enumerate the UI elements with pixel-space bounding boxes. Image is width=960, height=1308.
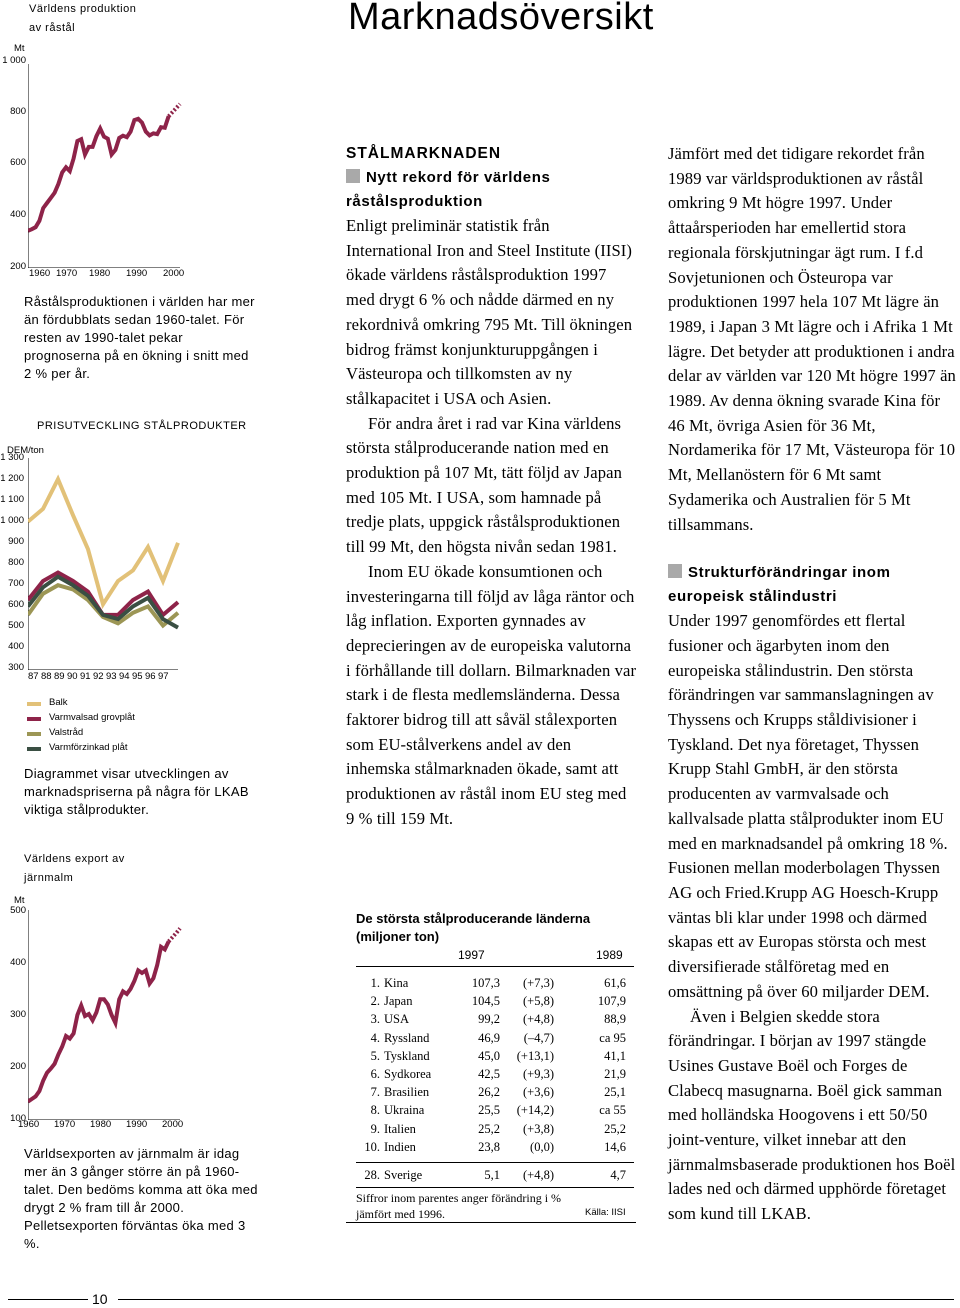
legend-label: Varmvalsad grovplåt [49,712,135,723]
cell-country: Indien [384,1139,416,1154]
legend-swatch-varmvalsad [27,717,41,721]
xtick: 96 [145,671,156,682]
cell-v1989: 4,7 [610,1168,626,1182]
xtick: 93 [106,671,117,682]
export-xaxis [18,1119,198,1133]
paragraph: För andra året i rad var Kina världens största stålproducerande nation med en produktion på 107 Mt, tätt följd av Japan med 105 Mt. I USA, som hamnade på tredje plats, uppgick råstålsproduktionen till 99 Mt, den högsta nivån sedan 1981. [346,413,623,557]
ytick: 200 [10,1061,26,1072]
cell-change: (+3,6) [523,1085,554,1100]
ytick: 400 [10,209,26,220]
xtick: 92 [93,671,104,682]
table-row [356,1103,646,1121]
cell-v1989: 14,6 [604,1139,626,1154]
cell-v1997: 26,2 [478,1085,500,1100]
cell-v1989: ca 55 [599,1103,626,1118]
prices-caption: Diagrammet visar utvecklingen av marknadspriserna på några för LKAB viktiga stålprodukter. [24,766,249,817]
xtick: 88 [41,671,52,682]
ytick: 800 [8,557,24,568]
export-title-line2: järnmalm [24,872,74,884]
table-col-1997: 1997 [458,948,485,962]
production-chart-title [29,0,136,38]
production-caption: Råstålsproduktionen i världen har mer än fördubblats sedan 1960-talet. För resten av 1990-talet pekar prognoserna på en ökning i snitt med 2 % per år. [24,294,255,381]
cell-change: (+14,2) [516,1103,554,1118]
ytick: 800 [10,106,26,117]
xtick: 2000 [163,268,185,279]
producers-table [346,900,636,1223]
series-line-prognos [169,928,180,941]
cell-country: Kina [384,976,409,990]
table-row [356,994,646,1012]
xtick: 89 [54,671,65,682]
table-row [356,1067,646,1085]
table-row [356,1031,646,1049]
cell-v1989: 25,2 [604,1121,626,1136]
table-row [356,1049,646,1067]
production-yaxis [0,50,30,280]
cell-v1989: 25,1 [604,1085,626,1100]
cell-v1989: 61,6 [604,976,626,990]
ytick: 500 [8,620,24,631]
table-extra [356,1168,636,1186]
paragraph: Enligt preliminär statistik från International Iron and Steel Institute (IISI) ökade världens råstålsproduktion 1997 med drygt 6 % och nådde därmed en ny rekordnivå omkring 795 Mt. Till ökningen bidrog främst konjunkturuppgången i Västeuropa och tillkomsten av ny stålkapacitet i USA och Asien. [346,216,633,408]
cell-rank: 10. [364,1139,380,1154]
cell-v1997: 5,1 [484,1168,500,1182]
cell-rank: 2. [370,994,380,1009]
section-title: STÅLMARKNADEN [346,145,502,162]
table-row [356,1012,646,1030]
cell-change: (+13,1) [516,1048,554,1063]
export-title-line1: Världens export av [24,853,125,865]
cell-change: (+4,8) [523,1012,554,1027]
paragraph: Under 1997 genomfördes ett flertal fusioner och ägarbyten inom den europeiska stålindustrin. Den största förändringen var sammanslagningen av Thyssens och Krupps ståldivisioner i Tyskland. Det nya företaget, Thyssen Krupp Stahl GmbH, är den största producenten av varmvalsade och kallvalsade platta stålprodukter inom EU med en marknadsandel på omkring 18 %. Fusionen mellan moderbolagen Thyssen AG och Fried.Krupp AG Hoesch-Krupp väntas bli klar under 1998 och därmed skapas ett av Europas största och mest diversifierade stålföretag med en omsättning på över 60 miljarder DEM. [668,611,948,1001]
xtick: 1990 [126,1119,148,1130]
table-row [356,1085,646,1103]
legend-label: Valstråd [49,727,84,738]
subhead-structure-text: Strukturförändringar inom europeisk stålindustri [668,564,891,606]
production-unit: Mt [14,43,25,54]
table-title: De största stålproducerande länderna (miljoner ton) [356,911,591,944]
ytick: 1 100 [0,494,24,505]
cell-country: Italien [384,1121,416,1136]
legend-swatch-balk [27,702,41,706]
series-line-råstålsproduktion [28,116,169,231]
subhead-record [346,166,638,214]
page-title: Marknadsöversikt [348,0,654,38]
xtick: 1980 [89,268,111,279]
xtick: 1960 [29,268,51,279]
table-body [356,976,636,1156]
series-line-export [28,942,169,1102]
legend-label: Balk [49,697,68,708]
cell-v1997: 25,5 [478,1103,500,1118]
cell-v1997: 107,3 [471,976,500,990]
xtick: 97 [158,671,169,682]
cell-change: (0,0) [530,1139,554,1154]
cell-rank: 5. [370,1048,380,1063]
cell-country: Tyskland [384,1048,430,1063]
series-line-prognos [169,104,180,116]
table-row [356,976,646,994]
cell-country: Sydkorea [384,1067,432,1081]
legend-swatch-varmforzinkad [27,747,41,751]
cell-rank: 3. [370,1012,380,1027]
table-footnote: Siffror inom parentes anger förändring i % jämfört med 1996. [356,1191,562,1221]
cell-v1997: 45,0 [478,1048,500,1063]
prices-yaxis [0,452,30,672]
cell-v1989: 88,9 [604,1012,626,1027]
production-xaxis [27,268,197,282]
ytick: 100 [10,1113,26,1124]
cell-v1997: 99,2 [478,1012,500,1027]
table-row [356,1140,646,1158]
xtick: 91 [80,671,91,682]
cell-change: (+9,3) [523,1067,554,1081]
cell-v1989: ca 95 [599,1030,626,1045]
cell-v1997: 42,5 [478,1067,500,1081]
table-rule [356,1187,634,1188]
xtick: 1990 [126,268,148,279]
bullet-square-icon [668,564,682,578]
table-col-1989: 1989 [596,948,623,962]
paragraph: Jämfört med det tidigare rekordet från 1989 var världsproduktionen av råstål omkring 9 Mt högre 1997. Under åttaårsperioden har emellertid stora regionala förskjutningar ägt rum. I f.d Sovjetunionen och Östeuropa var produktionen 1997 hela 107 Mt lägre än 1989, i Japan 3 Mt lägre och i Afrika 1 Mt lägre. Det betyder att produktionen i andra delar av världen var 120 Mt högre 1997 än 1989. Av denna ökning svarade Kina för 46 Mt, övriga Asien för 36 Mt, Nordamerika för 17 Mt, Västeuropa för 10 Mt, Mellanöstern för 6 Mt samt Sydamerika och Australien för 5 Mt tillsammans. [668,144,956,534]
prices-xaxis [28,671,188,685]
cell-change: (+4,8) [523,1168,554,1182]
bullet-square-icon [346,169,360,183]
table-source: Källa: IISI [585,1207,626,1218]
cell-rank: 4. [370,1030,380,1045]
ytick: 600 [8,599,24,610]
cell-rank: 9. [370,1121,380,1136]
table-row [356,1168,646,1186]
cell-country: Sverige [384,1168,423,1182]
xtick: 1960 [18,1119,40,1130]
export-chart-title [24,850,125,888]
cell-v1997: 104,5 [471,994,500,1009]
table-rule [356,1162,634,1163]
xtick: 95 [132,671,143,682]
cell-country: Ukraina [384,1103,425,1118]
cell-country: USA [384,1012,410,1027]
xtick: 90 [67,671,78,682]
subhead-structure [668,561,960,609]
cell-rank: 6. [370,1067,380,1081]
cell-rank: 28. [364,1168,380,1182]
cell-country: Brasilien [384,1085,430,1100]
ytick: 1 000 [0,515,24,526]
article-column-1 [346,142,638,832]
prices-legend [27,697,227,757]
ytick: 900 [8,536,24,547]
cell-rank: 8. [370,1103,380,1118]
ytick: 300 [8,662,24,673]
cell-change: (+3,8) [523,1121,554,1136]
ytick: 200 [10,261,26,272]
cell-v1989: 21,9 [604,1067,626,1081]
footer [0,1291,960,1308]
cell-country: Ryssland [384,1030,430,1045]
cell-change: (+5,8) [523,994,554,1009]
xtick: 1970 [54,1119,76,1130]
legend-swatch-valstrad [27,732,41,736]
production-title-line1: Världens produktion [29,3,137,15]
ytick: 1 300 [0,452,24,463]
cell-change: (+7,3) [523,976,554,990]
subhead-record-text: Nytt rekord för världens råstålsproduktion [346,169,551,210]
table-header-rule [356,966,634,967]
prices-chart-title: PRISUTVECKLING STÅLPRODUKTER [37,420,247,432]
ytick: 400 [10,957,26,968]
footer-rule [118,1299,954,1300]
prices-chart [28,458,180,670]
production-chart [28,60,188,268]
cell-rank: 1. [370,976,380,990]
export-chart [28,910,188,1120]
xtick: 1980 [90,1119,112,1130]
cell-v1989: 107,9 [597,994,626,1009]
ytick: 500 [10,905,26,916]
ytick: 1 000 [2,55,26,66]
cell-country: Japan [384,994,413,1009]
legend-label: Varmförzinkad plåt [49,742,128,753]
cell-v1989: 41,1 [604,1048,626,1063]
article-column-2 [668,142,960,1227]
table-row [356,1122,646,1140]
xtick: 87 [28,671,39,682]
export-caption: Världsexporten av järnmalm är idag mer än 3 gånger större än på 1960-talet. Den bedöms komma att öka med drygt 2 % fram till år 2000. Pelletsexporten förväntas öka med 3 %. [24,1146,258,1251]
prices-unit: DEM/ton [7,445,44,456]
ytick: 1 200 [0,473,24,484]
series-line-balk [28,479,178,604]
cell-v1997: 46,9 [478,1030,500,1045]
cell-v1997: 23,8 [478,1139,500,1154]
paragraph: Även i Belgien skedde stora förändringar. I början av 1997 stängde Usines Gustave Boël och Forges de Clabecq masugnarna. Boël gick samman med holländska Hoogovens i ett 50/50 joint-venture, vilket innebar att den järnmalmsbaserade produktionen hos Boël lades ned och därmed upphörde företaget som kund till LKAB. [668,1006,956,1224]
cell-v1997: 25,2 [478,1121,500,1136]
paragraph: Inom EU ökade konsumtionen och investeringarna till följd av låga räntor och låg inflation. Exporten gynnades av deprecieringen av de europeiska valutorna i förhållande till dollarn. Bilmarknaden var stark i de flesta medlemsländerna. Dessa faktorer bidrog till att såväl stålexporten som EU-stålverkens andel av den inhemska stålmarknaden ökade, samt att produktionen av råstål inom EU steg med 9 % till 159 Mt. [346,561,637,828]
xtick: 1970 [56,268,78,279]
ytick: 600 [10,157,26,168]
ytick: 400 [8,641,24,652]
export-unit: Mt [14,895,25,906]
page-number: 10 [92,1291,108,1307]
ytick: 700 [8,578,24,589]
footer-rule [8,1299,88,1300]
export-yaxis [0,905,30,1135]
cell-rank: 7. [370,1085,380,1100]
cell-change: (–4,7) [523,1030,554,1045]
xtick: 94 [119,671,130,682]
production-title-line2: av råstål [29,22,76,34]
xtick: 2000 [162,1119,184,1130]
ytick: 300 [10,1009,26,1020]
